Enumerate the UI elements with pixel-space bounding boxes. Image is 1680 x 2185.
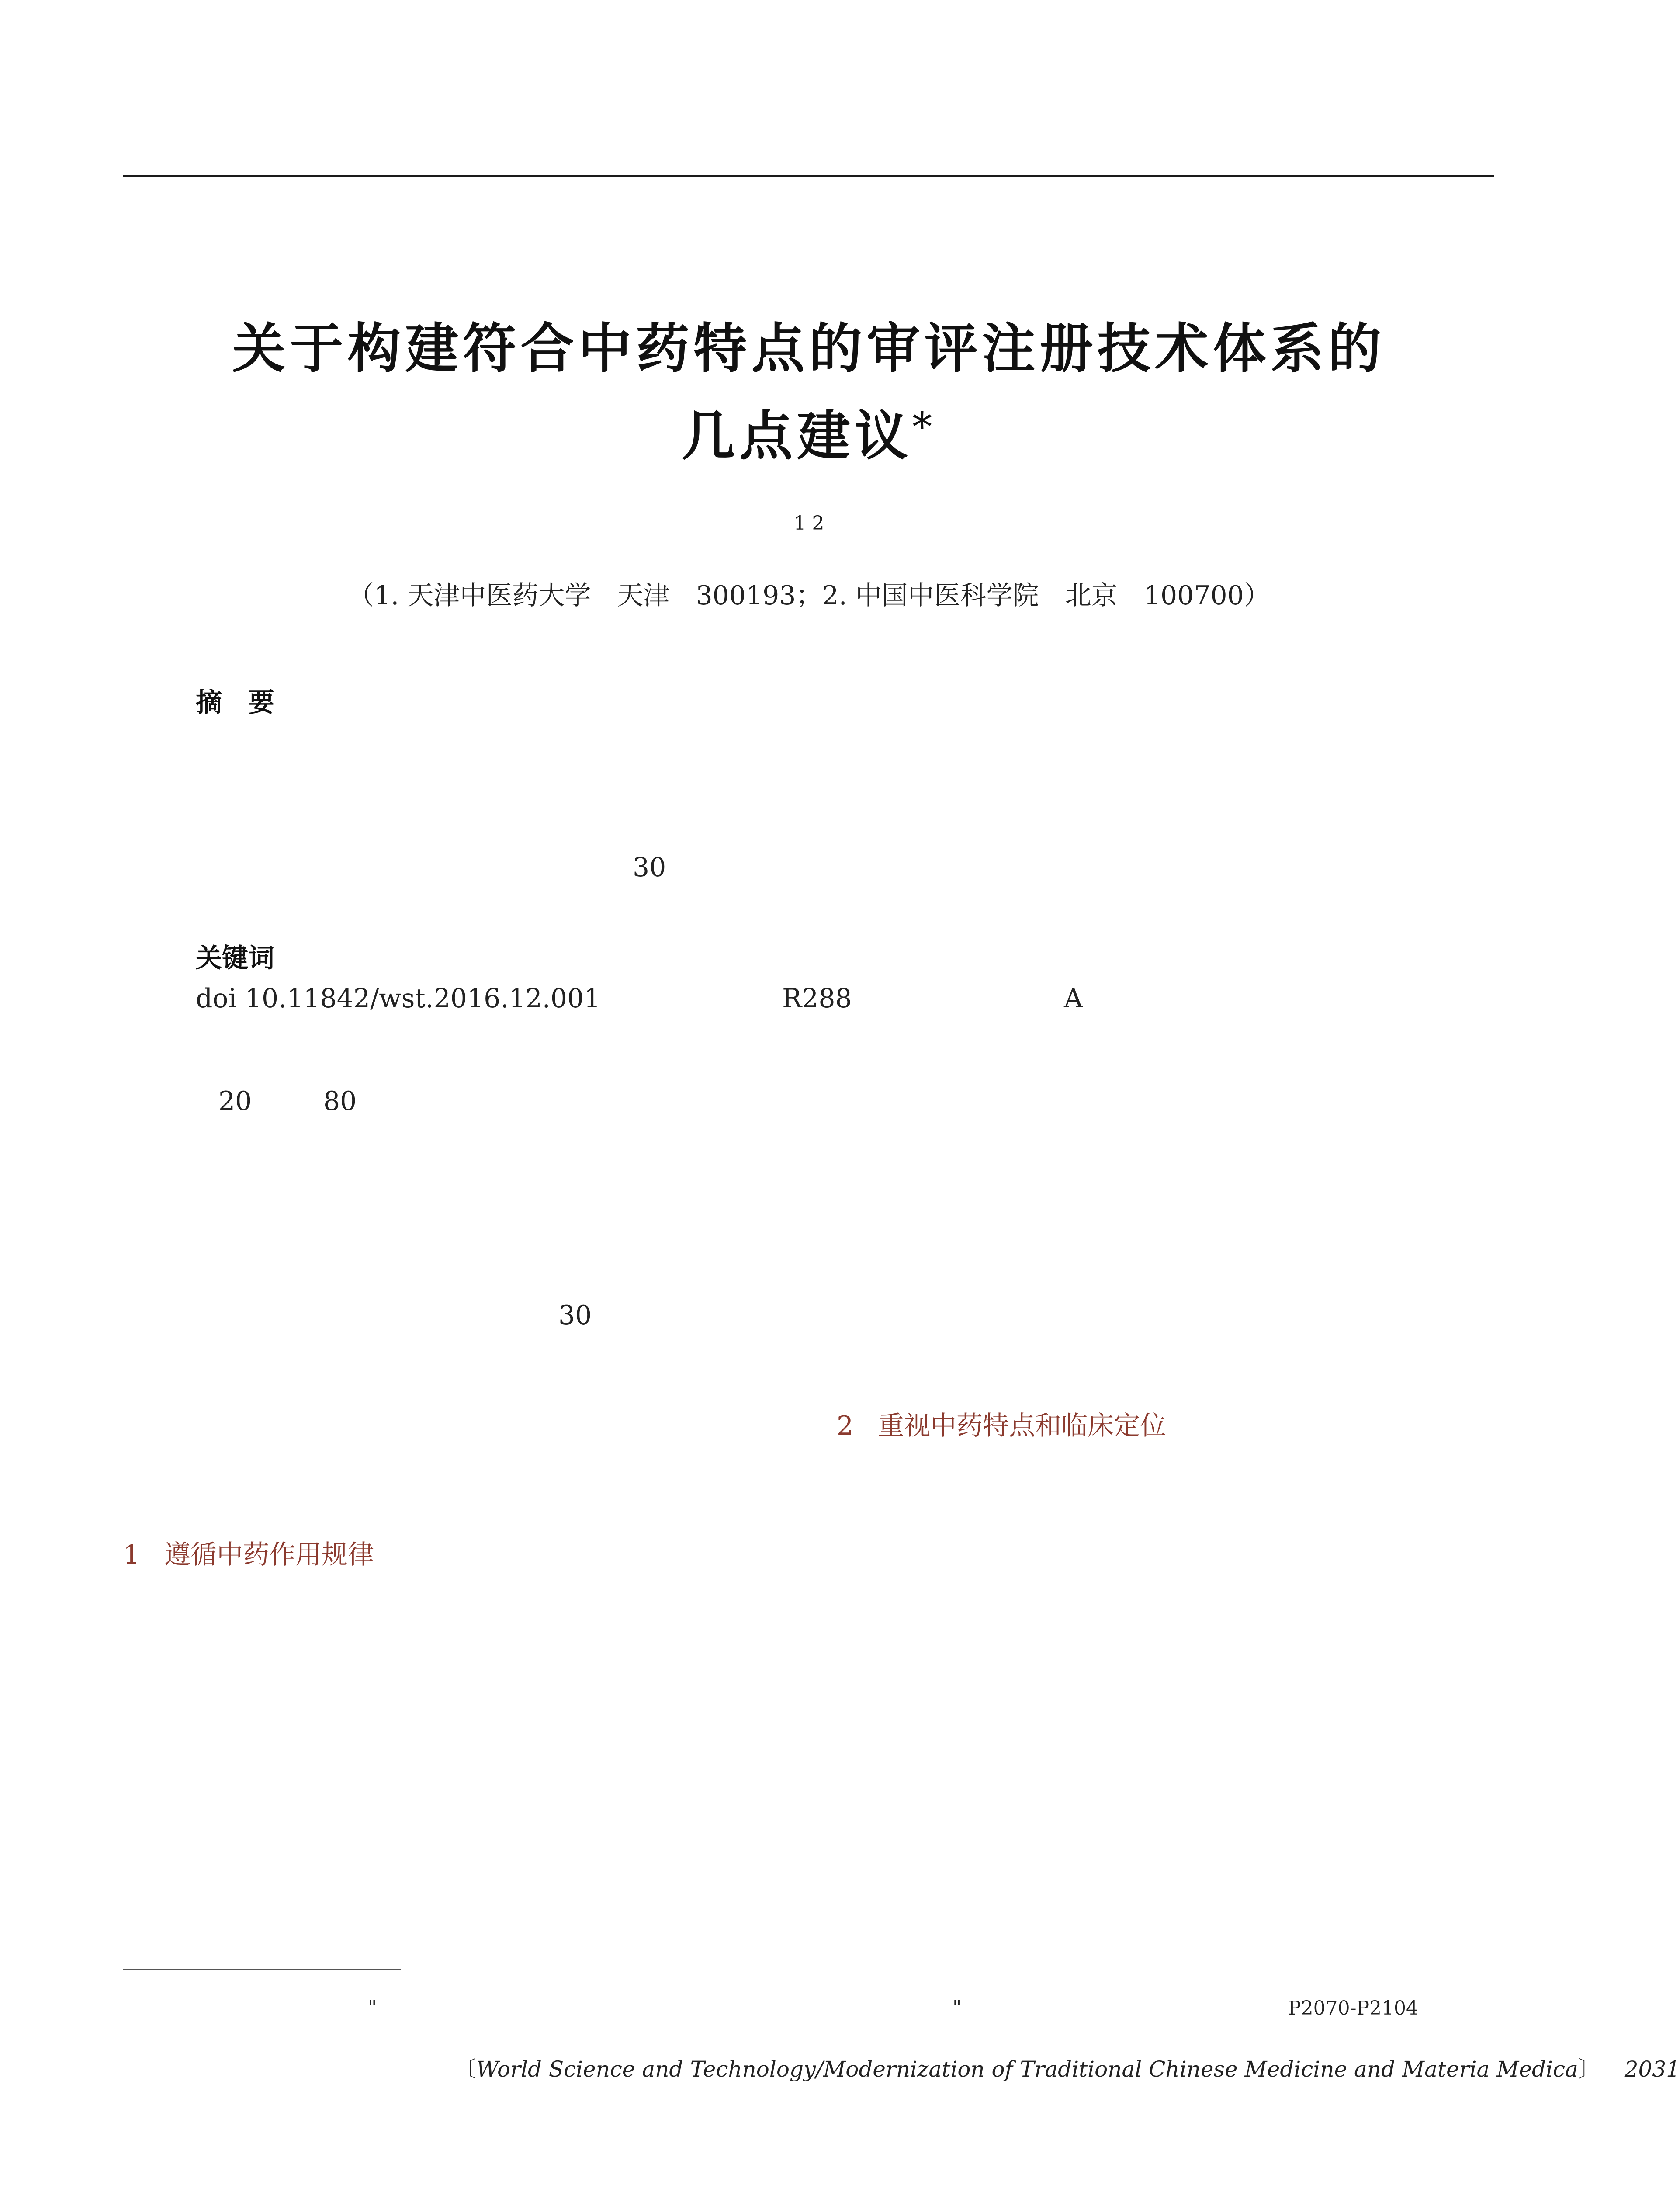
body-number-80: 80 [323,1086,357,1117]
author-superscripts: 1 2 [793,512,824,534]
footnote-quote-close: " [953,1996,962,2019]
body-number-30: 30 [558,1300,592,1331]
title-asterisk: * [912,404,936,450]
title-line-1: 关于构建符合中药特点的审评注册技术体系的 [232,317,1386,380]
running-footer [454,2052,1680,2083]
paper-title-line-2 [0,393,1618,470]
doi: doi 10.11842/wst.2016.12.001 [196,983,601,1014]
footer-bracket-close: 〕 [1578,2057,1600,2082]
abstract-label: 摘 要 [196,687,274,718]
footnote-rule [123,1969,401,1970]
clc-number: R288 [782,983,852,1014]
body-number-20: 20 [218,1086,252,1117]
section-1-number: 1 [123,1540,140,1570]
title-line-2: 几点建议 [682,404,912,467]
document-code: A [1064,983,1083,1014]
section-1-title: 遵循中药作用规律 [164,1540,374,1570]
keywords-label: 关键词 [196,943,274,974]
page-number: 2031 [1624,2057,1680,2082]
journal-name: World Science and Technology/Modernization of Traditional Chinese Medicine and Materia Medica [476,2057,1578,2082]
abstract-number: 30 [633,852,666,883]
footnote-pages: P2070-P2104 [1288,1997,1419,2019]
footnote-quote-open: " [368,1996,377,2019]
section-2-title: 重视中药特点和临床定位 [878,1411,1167,1441]
affiliation-line: （1. 天津中医药大学 天津 300193；2. 中国中医科学院 北京 100700） [348,580,1270,611]
section-1-heading [123,1534,374,1571]
top-rule [123,175,1494,177]
paper-title [0,306,1618,382]
footer-bracket-open: 〔 [454,2057,476,2082]
section-2-number: 2 [837,1411,854,1441]
section-2-heading [837,1405,1166,1443]
